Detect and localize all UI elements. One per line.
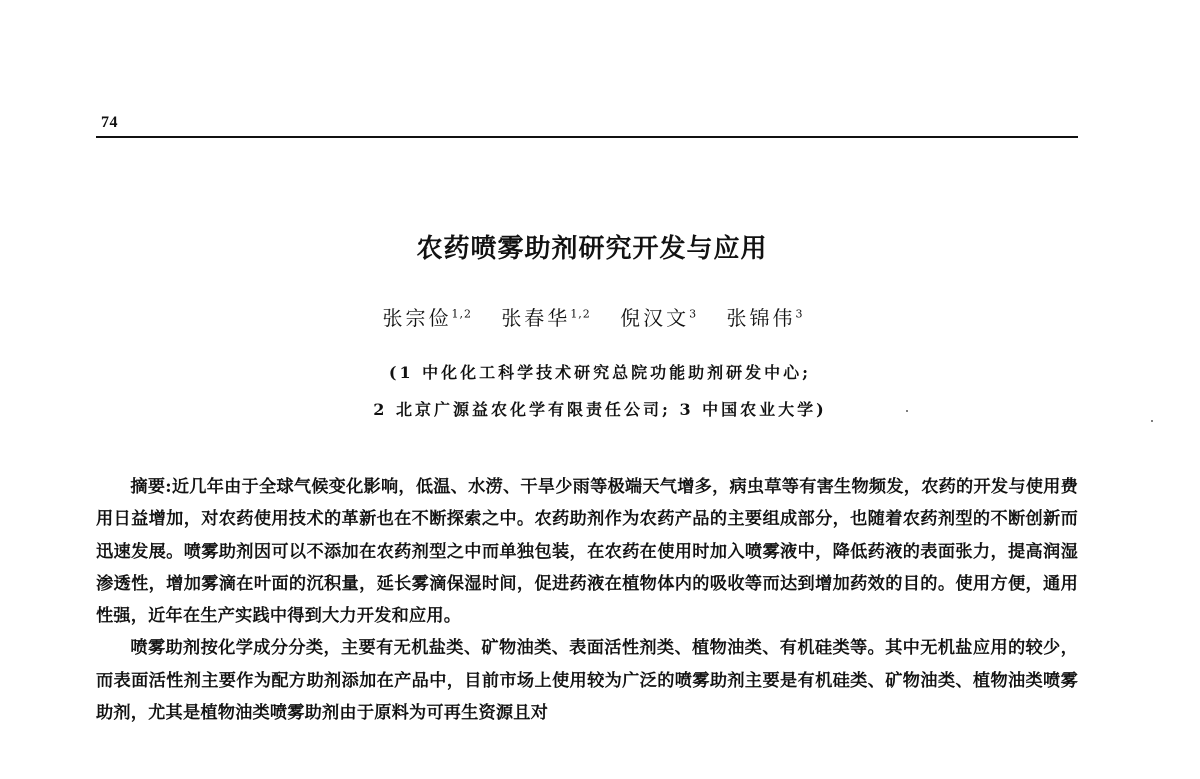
abstract-text: 近几年由于全球气候变化影响，低温、水涝、干旱少雨等极端天气增多，病虫草等有害生物频发，农药的开发与使用费用日益增加，对农药使用技术的革新也在不断探索之中。农药助剂作为农药产品的主要组成部分，也随着农药剂型的不断创新而迅速发展。喷雾助剂因可以不添加在农药剂型之中而单独包装，在农药在使用时加入喷雾液中，降低药液的表面张力，提高润湿渗透性，增加雾滴在叶面的沉积量，延长雾滴保湿时间，促进药液在植物体内的吸收等而达到增加药效的目的。使用方便，通用性强，近年在生产实践中得到大力开发和应用。 (96, 477, 1078, 627)
author-name: 张宗俭 (382, 306, 452, 330)
abstract-paragraph (96, 471, 1078, 632)
author-affiliation-mark: 3 (795, 307, 804, 321)
scan-speck (906, 410, 908, 412)
page-number: 74 (101, 114, 118, 131)
article-body (96, 471, 1078, 729)
author-list (0, 302, 1186, 331)
affiliation-line: (1 中化化工科学技术研究总院功能助剂研发中心; (388, 363, 812, 382)
author (501, 306, 591, 330)
author-affiliation-mark: 1,2 (451, 307, 472, 321)
abstract-label: 摘要: (130, 477, 172, 497)
author (620, 306, 697, 330)
author-name: 倪汉文 (620, 306, 690, 330)
author-affiliation-mark: 1,2 (570, 307, 591, 321)
header-rule (96, 136, 1078, 138)
affiliation-line: 2 北京广源益农化学有限责任公司; 3 中国农业大学) (373, 400, 827, 419)
author-affiliation-mark: 3 (689, 307, 698, 321)
author (382, 306, 472, 330)
author-name: 张春华 (501, 306, 571, 330)
author (727, 306, 804, 330)
article-title: 农药喷雾助剂研究开发与应用 (416, 234, 768, 264)
scan-speck (1151, 420, 1153, 422)
body-paragraph: 喷雾助剂按化学成分分类，主要有无机盐类、矿物油类、表面活性剂类、植物油类、有机硅类等。其中无机盐应用的较少，而表面活性剂主要作为配方助剂添加在产品中，目前市场上使用较为广泛的喷雾助剂主要是有机硅类、矿物油类、植物油类喷雾助剂，尤其是植物油类喷雾助剂由于原料为可再生资源且对 (96, 638, 1078, 724)
author-name: 张锦伟 (726, 306, 796, 330)
